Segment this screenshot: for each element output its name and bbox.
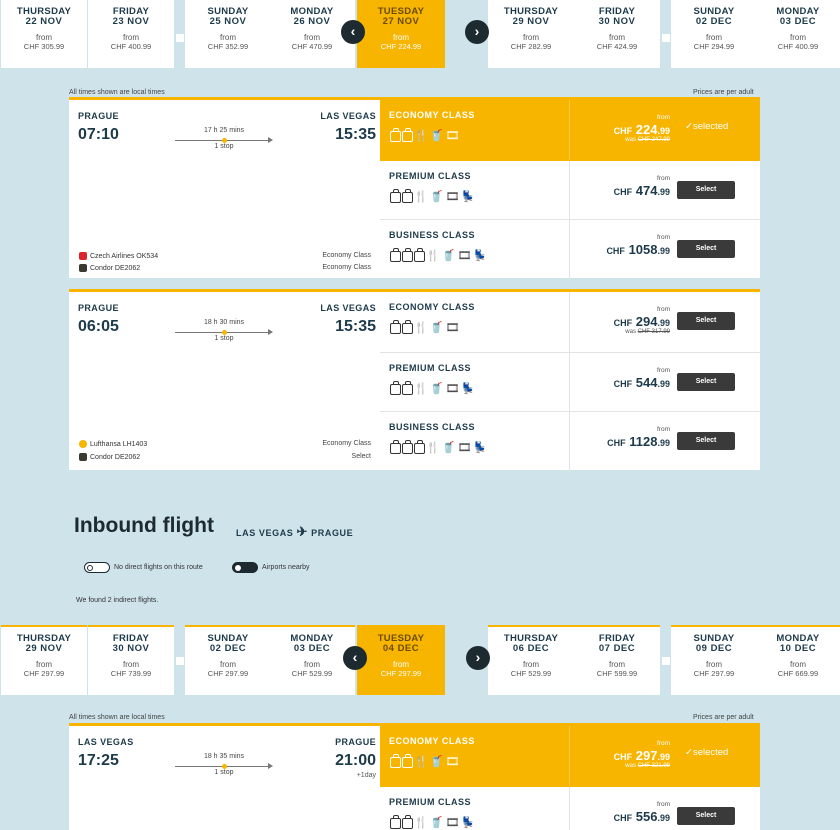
next-dates-button[interactable]: ›	[465, 20, 489, 44]
date-price: CHF 400.99	[110, 42, 152, 51]
price-from: from	[706, 33, 722, 42]
destination-city: LAS VEGAS	[320, 111, 376, 121]
cents: .99	[657, 379, 670, 389]
flight-card	[69, 289, 760, 470]
date-label: 23 NOV	[112, 16, 150, 27]
was-label: was	[625, 763, 636, 769]
drink-icon: 🥤	[429, 191, 446, 203]
date-label: 02 DEC	[695, 16, 733, 27]
day-of-week: FRIDAY	[598, 6, 636, 17]
date-option[interactable]	[1, 625, 87, 695]
destination-city: PRAGUE	[335, 737, 376, 747]
date-label: 03 DEC	[779, 16, 817, 27]
economy-class-option[interactable]	[380, 100, 760, 161]
price	[614, 748, 670, 763]
was-label: was	[625, 329, 636, 335]
class-name: PREMIUM CLASS	[389, 363, 472, 373]
bag-icon	[390, 818, 401, 829]
bag-icon	[390, 192, 401, 203]
price-from: from	[657, 114, 670, 121]
date-price: CHF 297.99	[23, 669, 65, 678]
old-price: CHF 247.99	[637, 137, 670, 143]
toggle-knob	[87, 565, 93, 571]
prev-dates-button[interactable]: ‹	[343, 646, 367, 670]
amount: 294	[635, 314, 658, 329]
date-price: CHF 297.99	[693, 669, 735, 678]
currency: CHF	[613, 752, 633, 762]
entertainment-icon: 🎞	[457, 442, 474, 454]
price-from: from	[393, 33, 409, 42]
bag-icon	[390, 251, 401, 262]
price-from: from	[123, 660, 139, 669]
day-of-week: MONDAY	[776, 633, 820, 644]
class-name: ECONOMY CLASS	[389, 110, 475, 120]
arrival-time: 21:00	[335, 752, 376, 769]
divider	[569, 100, 570, 160]
day-of-week: FRIDAY	[112, 633, 150, 644]
bag-icon	[390, 443, 401, 454]
flight-card	[69, 97, 760, 278]
price-from: from	[36, 33, 52, 42]
price-from: from	[609, 33, 625, 42]
date-option[interactable]	[88, 625, 174, 695]
class-name: PREMIUM CLASS	[389, 171, 472, 181]
drink-icon: 🥤	[429, 383, 446, 395]
select-button[interactable]: Select	[677, 807, 735, 825]
date-price: CHF 400.99	[777, 42, 819, 51]
price-from: from	[523, 33, 539, 42]
flight-leg	[69, 100, 380, 278]
carrier-class: Economy Class	[322, 252, 371, 259]
day-of-week: MONDAY	[290, 6, 334, 17]
business-class-option[interactable]	[380, 220, 760, 281]
date-price: CHF 282.99	[510, 42, 552, 51]
amount: 224	[635, 122, 658, 137]
date-price: CHF 470.99	[291, 42, 333, 51]
bag-icon	[402, 757, 413, 768]
economy-class-option[interactable]	[380, 726, 760, 787]
day-of-week: TUESDAY	[377, 6, 425, 17]
class-name: BUSINESS CLASS	[389, 230, 476, 240]
bag-icon	[402, 443, 413, 454]
bag-icon	[402, 192, 413, 203]
date-label: 29 NOV	[512, 16, 550, 27]
price-from: from	[36, 660, 52, 669]
price-from: from	[523, 660, 539, 669]
origin-city: PRAGUE	[78, 303, 119, 313]
day-of-week: MONDAY	[290, 633, 334, 644]
flight-leg	[69, 726, 380, 830]
price-from: from	[657, 367, 670, 374]
carrier-label: Condor DE2062	[90, 264, 141, 272]
bag-icon	[390, 323, 401, 334]
local-times-note: All times shown are local times	[69, 714, 165, 721]
departure-time: 06:05	[78, 318, 119, 335]
date-price: CHF 224.99	[380, 42, 422, 51]
date-option[interactable]	[185, 625, 271, 695]
entertainment-icon: 🎞	[457, 250, 474, 262]
date-label: 30 NOV	[112, 643, 150, 654]
price-from: from	[609, 660, 625, 669]
date-option[interactable]	[755, 0, 840, 68]
flight-duration: 18 h 30 mins	[203, 319, 245, 326]
airports-nearby-toggle[interactable]	[232, 562, 258, 573]
divider	[569, 161, 570, 219]
premium-class-option[interactable]	[380, 353, 760, 412]
date-price: CHF 529.99	[291, 669, 333, 678]
date-price: CHF 297.99	[207, 669, 249, 678]
class-name: ECONOMY CLASS	[389, 736, 475, 746]
currency: CHF	[613, 126, 633, 136]
selected-label: ✓selected	[685, 747, 729, 758]
price-from: from	[790, 33, 806, 42]
carrier-2	[79, 453, 140, 461]
date-price: CHF 352.99	[207, 42, 249, 51]
cents: .99	[657, 246, 670, 256]
cents: .99	[657, 813, 670, 823]
toggle-label: Airports nearby	[262, 564, 310, 571]
date-price: CHF 294.99	[693, 42, 735, 51]
premium-class-option[interactable]	[380, 787, 760, 830]
day-of-week: MONDAY	[776, 6, 820, 17]
flight-leg	[69, 292, 380, 470]
cents: .99	[657, 187, 670, 197]
amount: 297	[635, 748, 658, 763]
select-button[interactable]: Select	[677, 181, 735, 199]
price-from: from	[657, 426, 670, 433]
day-of-week: SUNDAY	[693, 633, 735, 644]
currency: CHF	[613, 318, 633, 328]
seat-icon: 💺	[461, 383, 478, 395]
price-from: from	[706, 660, 722, 669]
amenity-icons	[390, 382, 477, 395]
select-button[interactable]: Select	[677, 373, 735, 391]
stop-count: 1 stop	[214, 143, 234, 150]
date-price: CHF 297.99	[380, 669, 422, 678]
price-from: from	[657, 175, 670, 182]
carrier-class: Select	[351, 453, 371, 460]
price	[614, 375, 670, 390]
carrier-2	[79, 264, 140, 272]
bag-icon	[402, 251, 413, 262]
meal-icon: 🍴	[414, 191, 430, 203]
meal-icon: 🍴	[426, 250, 442, 262]
date-option[interactable]	[269, 625, 355, 695]
date-label: 03 DEC	[293, 643, 331, 654]
drink-icon: 🥤	[441, 442, 458, 454]
departure-time: 07:10	[78, 126, 119, 143]
meal-icon: 🍴	[414, 322, 430, 334]
per-adult-note: Prices are per adult	[693, 89, 754, 96]
amount: 1058	[628, 242, 658, 257]
amount: 1128	[629, 434, 658, 449]
meal-icon: 🍴	[414, 130, 430, 142]
select-button[interactable]: Select	[677, 312, 735, 330]
lufthansa-logo-icon	[79, 440, 87, 448]
prev-dates-button[interactable]: ‹	[341, 20, 365, 44]
departure-time: 17:25	[78, 752, 119, 769]
select-button[interactable]: Select	[677, 432, 735, 450]
flight-card	[69, 723, 760, 830]
price	[607, 434, 670, 449]
date-option[interactable]	[755, 625, 840, 695]
date-label: 07 DEC	[598, 643, 636, 654]
price-from: from	[304, 33, 320, 42]
divider	[569, 412, 570, 473]
no-direct-flights-toggle[interactable]	[84, 562, 110, 573]
seat-icon: 💺	[473, 250, 490, 262]
drink-icon: 🥤	[429, 756, 446, 768]
class-name: BUSINESS CLASS	[389, 422, 476, 432]
origin-city: PRAGUE	[78, 111, 119, 121]
carrier-class: Economy Class	[322, 264, 371, 271]
day-of-week: THURSDAY	[16, 6, 72, 17]
day-of-week: SUNDAY	[207, 6, 249, 17]
currency: CHF	[613, 813, 633, 823]
results-count: We found 2 indirect flights.	[76, 597, 159, 604]
day-of-week: THURSDAY	[503, 6, 559, 17]
date-price: CHF 599.99	[596, 669, 638, 678]
selected-label: ✓selected	[685, 121, 729, 132]
price	[614, 809, 670, 824]
date-gap-marker	[176, 657, 184, 665]
route-to: PRAGUE	[311, 528, 354, 538]
currency: CHF	[606, 246, 625, 256]
cents: .99	[657, 318, 670, 328]
cents: .99	[657, 752, 670, 762]
date-label: 29 NOV	[25, 643, 63, 654]
date-option[interactable]	[88, 0, 174, 68]
entertainment-icon: 🎞	[445, 191, 462, 203]
cents: .99	[657, 126, 670, 136]
entertainment-icon: 🎞	[445, 383, 462, 395]
was-label: was	[625, 137, 636, 143]
drink-icon: 🥤	[429, 130, 446, 142]
entertainment-icon: 🎞	[445, 756, 462, 768]
date-option[interactable]	[574, 0, 660, 68]
amount: 556	[635, 809, 658, 824]
meal-icon: 🍴	[426, 442, 442, 454]
plane-icon: ✈	[296, 524, 309, 539]
day-of-week: FRIDAY	[598, 633, 636, 644]
day-of-week: THURSDAY	[503, 633, 559, 644]
amenity-icons	[390, 129, 461, 142]
price-from: from	[220, 33, 236, 42]
arrival-time: 15:35	[335, 126, 376, 143]
price-from: from	[304, 660, 320, 669]
divider	[569, 220, 570, 281]
bag-icon	[390, 757, 401, 768]
old-price: CHF 321.99	[637, 763, 670, 769]
class-name: ECONOMY CLASS	[389, 302, 475, 312]
price-from: from	[393, 660, 409, 669]
class-name: PREMIUM CLASS	[389, 797, 472, 807]
date-option[interactable]	[574, 625, 660, 695]
drink-icon: 🥤	[429, 817, 446, 829]
amenity-icons	[390, 816, 477, 829]
currency: CHF	[607, 438, 626, 448]
date-price: CHF 669.99	[777, 669, 819, 678]
amount: 544	[635, 375, 658, 390]
flight-duration: 17 h 25 mins	[203, 127, 245, 134]
amount: 474	[635, 183, 658, 198]
bag-icon	[402, 384, 413, 395]
carrier-label: Condor DE2062	[90, 453, 141, 461]
seat-icon: 💺	[473, 442, 490, 454]
entertainment-icon: 🎞	[445, 322, 462, 334]
day-of-week: THURSDAY	[16, 633, 72, 644]
carrier-1	[79, 440, 147, 448]
date-option[interactable]	[1, 0, 87, 68]
date-option[interactable]	[357, 0, 445, 68]
meal-icon: 🍴	[414, 817, 430, 829]
divider	[569, 787, 570, 830]
date-label: 04 DEC	[382, 643, 420, 654]
date-label: 27 NOV	[382, 16, 420, 27]
entertainment-icon: 🎞	[445, 817, 462, 829]
stop-count: 1 stop	[214, 769, 234, 776]
bag-icon	[414, 251, 425, 262]
plus-day-label: +1day	[356, 772, 376, 779]
amenity-icons	[390, 190, 477, 203]
premium-class-option[interactable]	[380, 161, 760, 220]
czech-airlines-logo-icon	[79, 252, 87, 260]
condor-logo-icon	[79, 453, 87, 461]
bag-icon	[414, 443, 425, 454]
price-from: from	[123, 33, 139, 42]
date-price: CHF 424.99	[596, 42, 638, 51]
cents: .99	[657, 438, 670, 448]
was-price	[625, 329, 670, 335]
old-price: CHF 317.99	[637, 329, 670, 335]
date-option[interactable]	[671, 0, 757, 68]
was-price	[625, 137, 670, 143]
divider	[569, 292, 570, 352]
business-class-option[interactable]	[380, 412, 760, 473]
bag-icon	[402, 323, 413, 334]
carrier-class: Economy Class	[322, 440, 371, 447]
amenity-icons	[390, 755, 461, 768]
price-from: from	[657, 234, 670, 241]
seat-icon: 💺	[461, 817, 478, 829]
destination-city: LAS VEGAS	[320, 303, 376, 313]
route-from: LAS VEGAS	[236, 528, 294, 538]
economy-class-option[interactable]	[380, 292, 760, 353]
date-label: 26 NOV	[293, 16, 331, 27]
bag-icon	[390, 131, 401, 142]
date-label: 25 NOV	[209, 16, 247, 27]
price	[614, 122, 670, 137]
carrier-label: Lufthansa LH1403	[90, 440, 148, 448]
price	[606, 242, 670, 257]
date-option[interactable]	[671, 625, 757, 695]
next-dates-button[interactable]: ›	[466, 646, 490, 670]
carrier-label: Czech Airlines OK534	[90, 252, 159, 260]
date-price: CHF 529.99	[510, 669, 552, 678]
date-label: 10 DEC	[779, 643, 817, 654]
price-from: from	[657, 801, 670, 808]
day-of-week: TUESDAY	[377, 633, 425, 644]
date-option[interactable]	[488, 625, 574, 695]
bag-icon	[402, 131, 413, 142]
price	[614, 183, 670, 198]
date-label: 09 DEC	[695, 643, 733, 654]
amenity-icons	[390, 249, 489, 262]
origin-city: LAS VEGAS	[78, 737, 134, 747]
date-option[interactable]	[357, 625, 445, 695]
date-label: 30 NOV	[598, 16, 636, 27]
amenity-icons	[390, 441, 489, 454]
per-adult-note: Prices are per adult	[693, 714, 754, 721]
date-gap-marker	[176, 34, 184, 42]
currency: CHF	[613, 379, 633, 389]
meal-icon: 🍴	[414, 383, 430, 395]
date-price: CHF 739.99	[110, 669, 152, 678]
price	[614, 314, 670, 329]
select-button[interactable]: Select	[677, 240, 735, 258]
day-of-week: SUNDAY	[207, 633, 249, 644]
divider	[569, 726, 570, 786]
condor-logo-icon	[79, 264, 87, 272]
was-price	[625, 763, 670, 769]
price-from: from	[790, 660, 806, 669]
date-option[interactable]	[488, 0, 574, 68]
drink-icon: 🥤	[429, 322, 446, 334]
stop-count: 1 stop	[214, 335, 234, 342]
day-of-week: FRIDAY	[112, 6, 150, 17]
toggle-knob	[235, 565, 241, 571]
divider	[569, 353, 570, 411]
day-of-week: SUNDAY	[693, 6, 735, 17]
meal-icon: 🍴	[414, 756, 430, 768]
inbound-title: Inbound flight	[74, 514, 214, 537]
bag-icon	[402, 818, 413, 829]
inbound-route	[236, 524, 353, 540]
local-times-note: All times shown are local times	[69, 89, 165, 96]
amenity-icons	[390, 321, 461, 334]
price-from: from	[657, 740, 670, 747]
date-label: 02 DEC	[209, 643, 247, 654]
price-from: from	[657, 306, 670, 313]
date-price: CHF 305.99	[23, 42, 65, 51]
price-from: from	[220, 660, 236, 669]
carrier-1	[79, 252, 158, 260]
toggle-label: No direct flights on this route	[114, 564, 203, 571]
arrival-time: 15:35	[335, 318, 376, 335]
currency: CHF	[613, 187, 633, 197]
date-label: 22 NOV	[25, 16, 63, 27]
date-option[interactable]	[185, 0, 271, 68]
flight-duration: 18 h 35 mins	[203, 753, 245, 760]
date-gap-marker	[662, 34, 670, 42]
drink-icon: 🥤	[441, 250, 458, 262]
date-gap-marker	[662, 657, 670, 665]
entertainment-icon: 🎞	[445, 130, 462, 142]
seat-icon: 💺	[461, 191, 478, 203]
date-label: 06 DEC	[512, 643, 550, 654]
bag-icon	[390, 384, 401, 395]
